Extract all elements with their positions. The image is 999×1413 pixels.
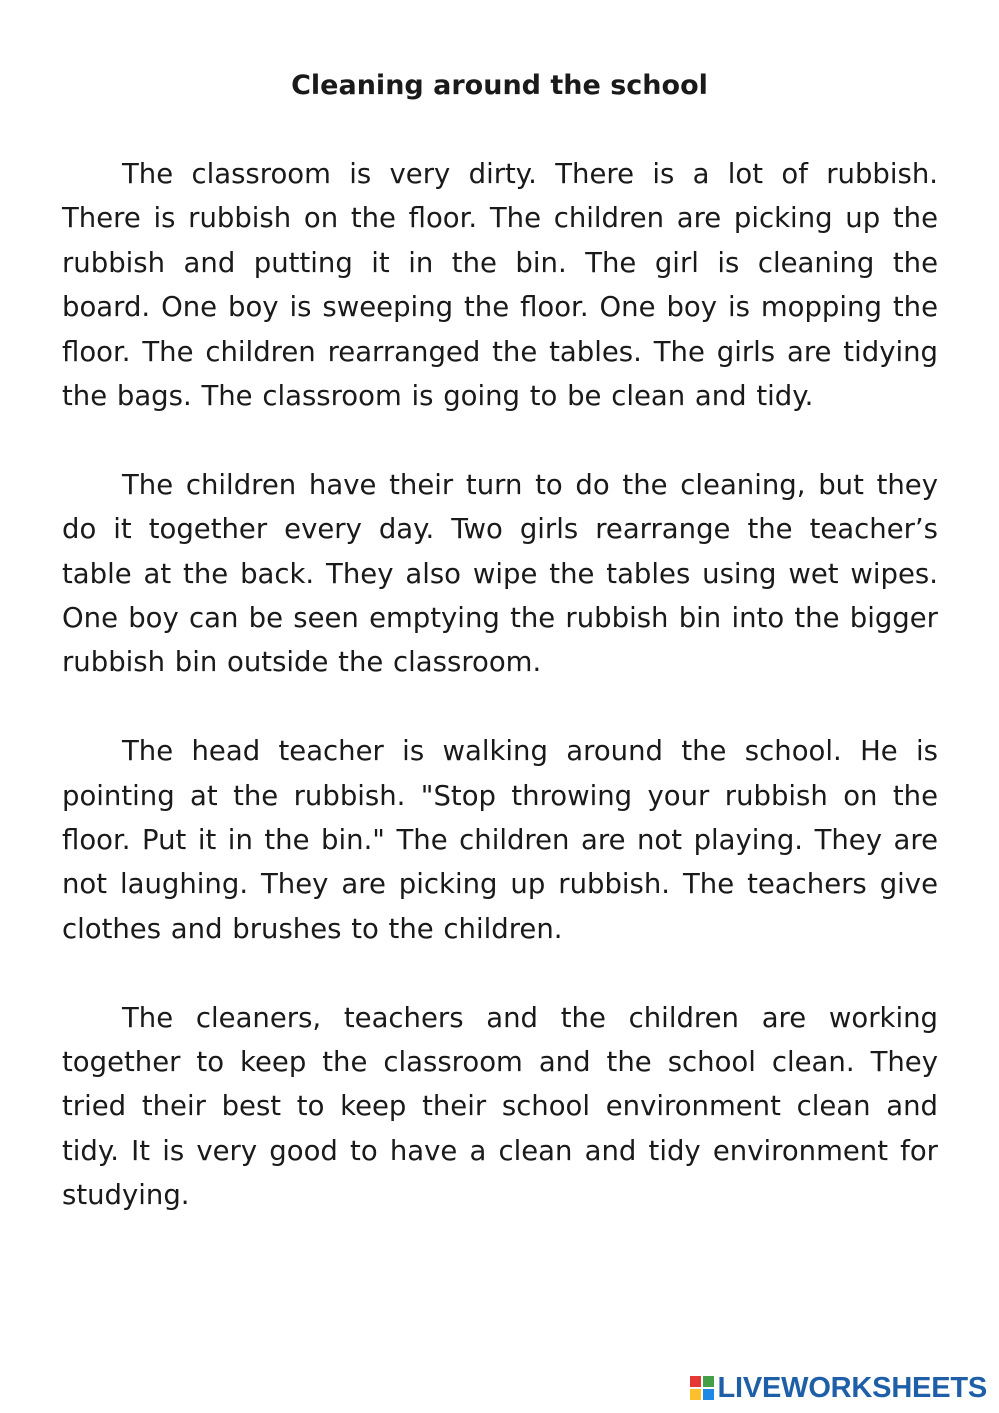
paragraph-3: The head teacher is walking around the school. He is pointing at the rubbish. "Stop throwing your rubbish on the floor. Put it in the bin." The children are not playing. They are not laughing. They are picking up rubbish. The teachers give clothes and brushes to the children. [62,735,938,945]
paragraph-2: The children have their turn to do the cleaning, but they do it together every day. Two girls rearrange the teacher’s table at the back. They also wipe the tables using wet wipes. One boy can be seen emptying the rubbish bin into the bigger rubbish bin outside the classroom. [62,468,938,679]
page-title: Cleaning around the school [291,70,708,101]
liveworksheets-logo-icon [690,1376,714,1400]
paragraph-4: The cleaners, teachers and the children are working together to keep the classroom and the school clean. They tried their best to keep their school environment clean and tidy. It is very good to have a clean and tidy environment for studying. [62,1001,938,1212]
liveworksheets-watermark [690,1370,988,1406]
story-body [62,152,938,1262]
paragraph-1: The classroom is very dirty. There is a lot of rubbish. There is rubbish on the floor. The children are picking up the rubbish and putting it in the bin. The girl is cleaning the board. One boy is sweeping the floor. One boy is mopping the floor. The children rearranged the tables. The girls are tidying the bags. The classroom is going to be clean and tidy. [62,158,938,413]
watermark-text: LIVEWORKSHEETS [717,1372,987,1404]
